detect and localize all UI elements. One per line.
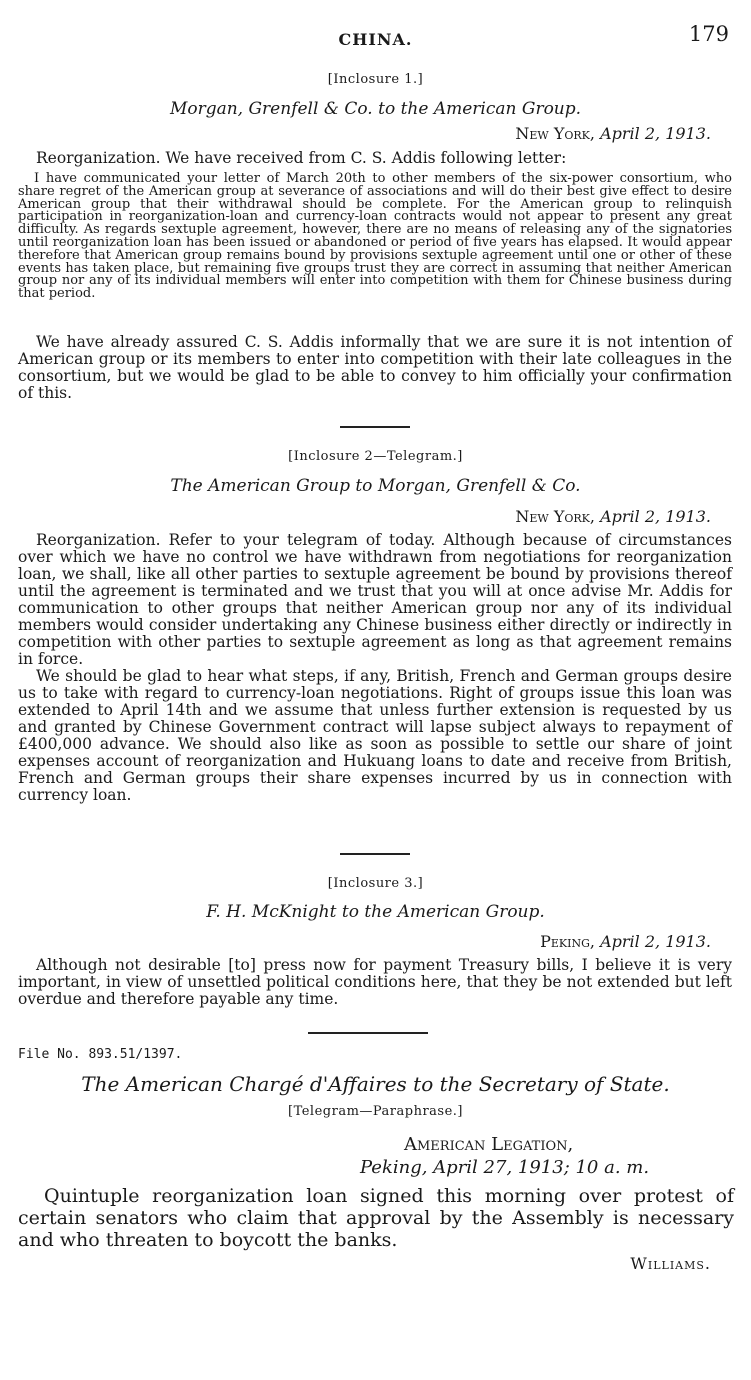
mcknight-paragraph: Although not desirable [to] press now for payment Treasury bills, I believe it is very important, in view of unsettled political conditions here, that they be not extended but left overdue and therefore payable any time. [18,956,732,1008]
inclosure-1-dateline [515,124,711,143]
dateline-date: April 2, 1913. [600,932,711,951]
dateline-date: April 2, 1913. [600,124,711,143]
inclosure-2-body [18,532,732,804]
telegram-paragraph-2: We should be glad to hear what steps, if any, British, French and German groups desire us to take with regard to currency-loan negotiations. Right of groups issue this loan was extended to April 14th and we assume that unless further extension is requested by us and granted by Chinese Government contract will lapse subject always to repayment of £400,000 advance. We should also like as soon as possible to settle our share of joint expenses account of reorganization and Hukuang loans to date and receive from British, French and German groups their share expenses incurred by us in connection with currency loan. [18,667,732,804]
charge-heading: The American Chargé d'Affaires to the Secretary of State. [81,1072,670,1096]
inclosure-2-heading: The American Group to Morgan, Grenfell & Co. [170,476,581,496]
inclosure-3-body [18,957,732,1008]
telegram-paragraph-1: Reorganization. Refer to your telegram of today. Although because of circumstances over which we have no control we have withdrawn from negotiations for reorganization loan, we shall, like all other parties to sextuple agreement be bound by provisions thereof until the agreement is terminated and we trust that you will at once advise Mr. Addis for communication to other groups that neither American group nor any of its individual members would consider undertaking any Chinese business either directly or indirectly in competition with other parties to sextuple agreement as long as that agreement remains in force. [18,531,732,668]
dateline-place: New York, [515,507,595,526]
inclosure-1-closing [18,334,732,402]
inclosure-1-quoted-letter [18,173,732,301]
dateline-place: Peking, [540,932,595,951]
signature: Williams. [630,1254,711,1273]
inclosure-3-heading: F. H. McKnight to the American Group. [206,902,545,922]
intro-paragraph: Reorganization. We have received from C. S. Addis following letter: [36,149,567,167]
inclosure-1-label: [Inclosure 1.] [327,72,424,87]
file-number: File No. 893.51/1397. [18,1047,183,1062]
closing-paragraph: We have already assured C. S. Addis informally that we are sure it is not intention of American group or its members to enter into competition with their late colleagues in the consortium, but we would be glad to be able to convey to him officially your confirmation of this. [18,333,732,402]
section-divider [308,1032,428,1034]
running-header: CHINA. [338,30,413,49]
dateline-place: New York, [515,124,595,143]
charge-telegram-body [18,1185,734,1251]
dateline-date: April 2, 1913. [600,507,711,526]
inclosure-2-dateline [515,507,711,526]
inclosure-3-dateline [540,932,711,951]
inclosure-1-heading: Morgan, Grenfell & Co. to the American Group. [169,99,582,119]
inclosure-1-intro [18,150,732,167]
legation-dateline: Peking, April 27, 1913; 10 a. m. [360,1157,650,1178]
inclosure-2-label: [Inclosure 2—Telegram.] [288,449,463,464]
telegram-paraphrase-label: [Telegram—Paraphrase.] [288,1104,463,1119]
page-number: 179 [688,22,729,46]
legation-line: American Legation, [404,1134,574,1155]
charge-paragraph: Quintuple reorganization loan signed this morning over protest of certain senators who claim that approval by the Assembly is necessary and who threaten to boycott the banks. [18,1185,734,1251]
section-divider [340,853,410,855]
section-divider [340,426,410,428]
inclosure-3-label: [Inclosure 3.] [327,876,424,891]
quoted-letter-paragraph: I have communicated your letter of March 20th to other members of the six-power consortium, who share regret of the American group at severance of associations and will do their best give effect to desire American group that their withdrawal should be complete. For the American group to relinquish participation in reorganization-loan and currency-loan contracts would not appear to present any great difficulty. As regards sextuple agreement, however, there are no means of releasing any of the signatories until reorganization loan has been issued or abandoned or period of five years has elapsed. It would appear therefore that American group remains bound by provisions sextuple agreement until one or other of these events has taken place, but remaining five groups trust they are correct in assuming that neither American group nor any of its individual members will enter into competition with them for Chinese business during that period. [18,171,732,302]
